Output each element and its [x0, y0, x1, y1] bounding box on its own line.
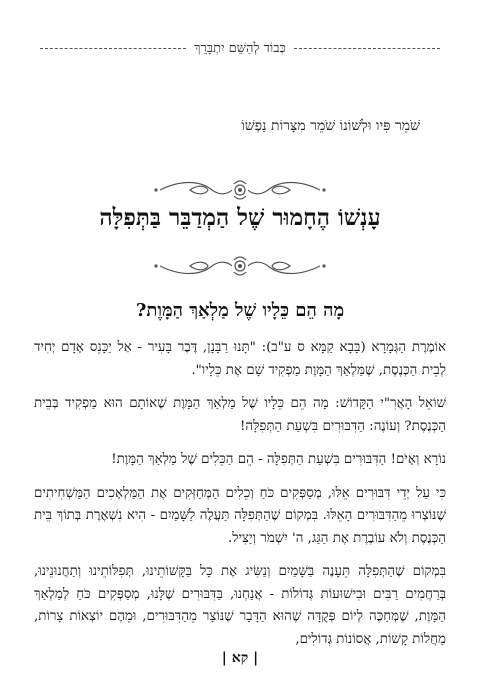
paragraph-consequence: בִּמְקוֹם שֶׁהַתְּפִלָּה תֵּעָנֶה בַּשָּׁמַיִם וְנַשִּׂיג אֶת כָּל בַּקָּשׁוֹתֵינוּ, תְּפִלּוֹתֵינוּ וְתַחֲנוּנֵינוּ, בְּרַחֲמִים רַבִּים וּבִישׁוּעוֹת גְּדוֹלוֹת - אֲנַחְנוּ, בַּדִּבּוּרִים שֶׁלָּנוּ, מְסַפְּקִים כֹּחַ לְמַלְאַךְ הַמָּוֶת, שֶׁמְּחַכֶּה לְיוֹם פְּקֻדָּה שֶׁהוּא הַדָּבָר שֶׁנּוֹצָר מֵהַדִּבּוּרִים, וּמֵהֶם יוֹצְאוֹת צָרוֹת, מַחֲלוֹת קָשׁוֹת, אֲסוֹנוֹת גְּדוֹלִים, [34, 564, 446, 647]
running-header [40, 38, 440, 58]
paragraph-explanation: כִּי עַל יְדֵי דִּבּוּרִים אֵלּוּ, מְסַפְּקִים כֹּחַ וְכֵלִים הַמְּחַזְּקִים אֶת הַמַּלְאָכִים הַמַּשְׁחִיתִים שֶׁנּוֹצְרוּ מֵהַדִּבּוּרִים הָאֵלּוּ. בִּמְקוֹם שֶׁהַתְּפִלָּה תַּעֲלֶה לַשָּׁמַיִם - הִיא נִשְׁאֶרֶת בְּתוֹךְ בֵּית הַכְּנֶסֶת וְלֹא עוֹבֶרֶת אֶת הַגַּג, ה' יִשְׁמֹר וְיַצִּיל. [34, 485, 446, 546]
paragraph-gemara-quote: אוֹמֶרֶת הַגְּמָרָא (בָּבָא קַמָּא ס ע"ב): "תָּנוּ רַבָּנָן, דֶּבֶר בָּעִיר - אַל יַכָּנֵס אָדָם יְחִיד לְבֵית הַכְּנֶסֶת, שֶׁמַּלְאַךְ הַמָּוֶת מַפְקִיד שָׁם אֶת כֵּלָיו". [34, 340, 446, 378]
motto-line: שֹׁמֵר פִּיו וּלְשׁוֹנוֹ שֹׁמֵר מִצָּרוֹת נַפְשׁוֹ [241, 118, 420, 134]
section-title: מָה הֵם כֵּלָיו שֶׁל מַלְאַךְ הַמָּוֶת? [135, 300, 345, 321]
chapter-title: עָנְשׁוֹ הֶחָמוּר שֶׁל הַמְדַבֵּר בַּתְּפִלָּה [99, 204, 381, 231]
header-dashes-right [294, 48, 440, 49]
body-text [34, 337, 446, 662]
header-text: כְּבוֹד לְהַשֵּׁם יִתְבָּרֵךְ [194, 41, 286, 56]
page-number: | קא | [221, 650, 259, 666]
flourish-top-ornament [150, 176, 330, 204]
flourish-bottom-ornament [150, 252, 330, 280]
paragraph-arizal-question: שׁוֹאֵל הָאֲרִ"י הַקָּדוֹשׁ: מָה הֵם כֵּלָיו שֶׁל מַלְאַךְ הַמָּוֶת שֶׁאוֹתָם הוּא מַפְקִיד בְּבֵית הַכְּנֶסֶת? וְעוֹנֶה: הַדִּבּוּרִים בִּשְׁעַת הַתְּפִלָּה! [34, 396, 446, 434]
header-dashes-left [40, 48, 186, 49]
paragraph-exclamation: נוֹרָא וְאָיֹם! הַדִּבּוּרִים בִּשְׁעַת הַתְּפִלָּה - הֵם הַכֵּלִים שֶׁל מַלְאַךְ הַמָּוֶת! [111, 452, 446, 467]
